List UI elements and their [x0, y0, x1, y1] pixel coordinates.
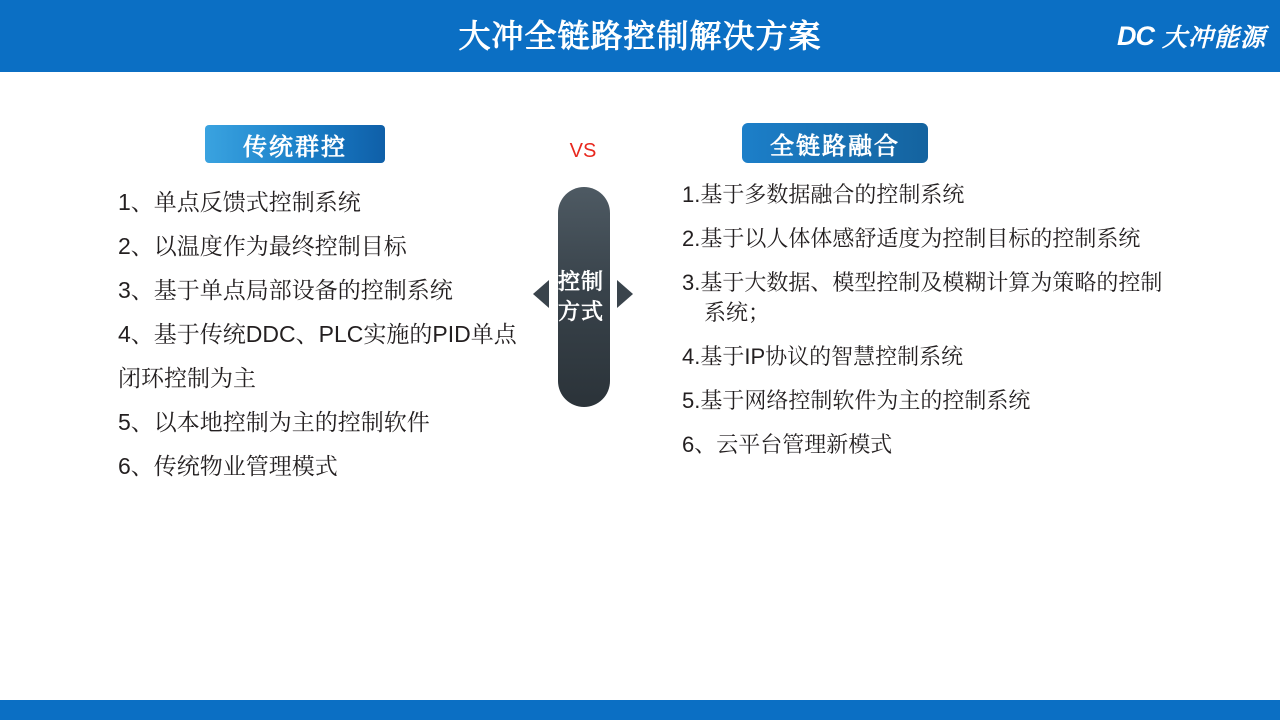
list-item-text: 3.基于大数据、模型控制及模糊计算为策略的控制 — [682, 270, 1163, 295]
right-column-heading: 全链路融合 — [742, 123, 928, 163]
arrow-right-icon — [617, 280, 633, 308]
list-item: 5.基于网络控制软件为主的控制系统 — [682, 388, 1031, 413]
list-item: 2.基于以人体体感舒适度为控制目标的控制系统 — [682, 226, 1141, 251]
list-item: 2、以温度作为最终控制目标 — [118, 233, 407, 259]
list-item — [682, 268, 1280, 328]
list-item: 1、单点反馈式控制系统 — [118, 189, 361, 215]
list-item: 6、传统物业管理模式 — [118, 453, 338, 479]
list-item: 6、云平台管理新模式 — [682, 432, 893, 457]
company-logo — [1117, 16, 1266, 56]
list-item: 4.基于IP协议的智慧控制系统 — [682, 344, 964, 369]
list-item: 1.基于多数据融合的控制系统 — [682, 182, 965, 207]
list-item: 4、基于传统DDC、PLC实施的PID单点闭环控制为主 — [118, 321, 517, 391]
logo-company-name: 大冲能源 — [1161, 24, 1266, 52]
right-items-list — [682, 180, 1280, 474]
center-capsule-label: 控制方式 — [558, 187, 610, 407]
left-column-heading: 传统群控 — [205, 125, 385, 163]
left-items-list — [118, 180, 538, 488]
list-item: 5、以本地控制为主的控制软件 — [118, 409, 430, 435]
slide-header — [0, 0, 1280, 72]
vs-label: VS — [569, 140, 597, 162]
list-item: 3、基于单点局部设备的控制系统 — [118, 277, 453, 303]
slide-footer-bar — [0, 700, 1280, 720]
list-item-continuation: 系统； — [704, 300, 771, 325]
logo-mark-icon: DC — [1116, 20, 1154, 51]
page-title: 大冲全链路控制解决方案 — [458, 18, 822, 54]
